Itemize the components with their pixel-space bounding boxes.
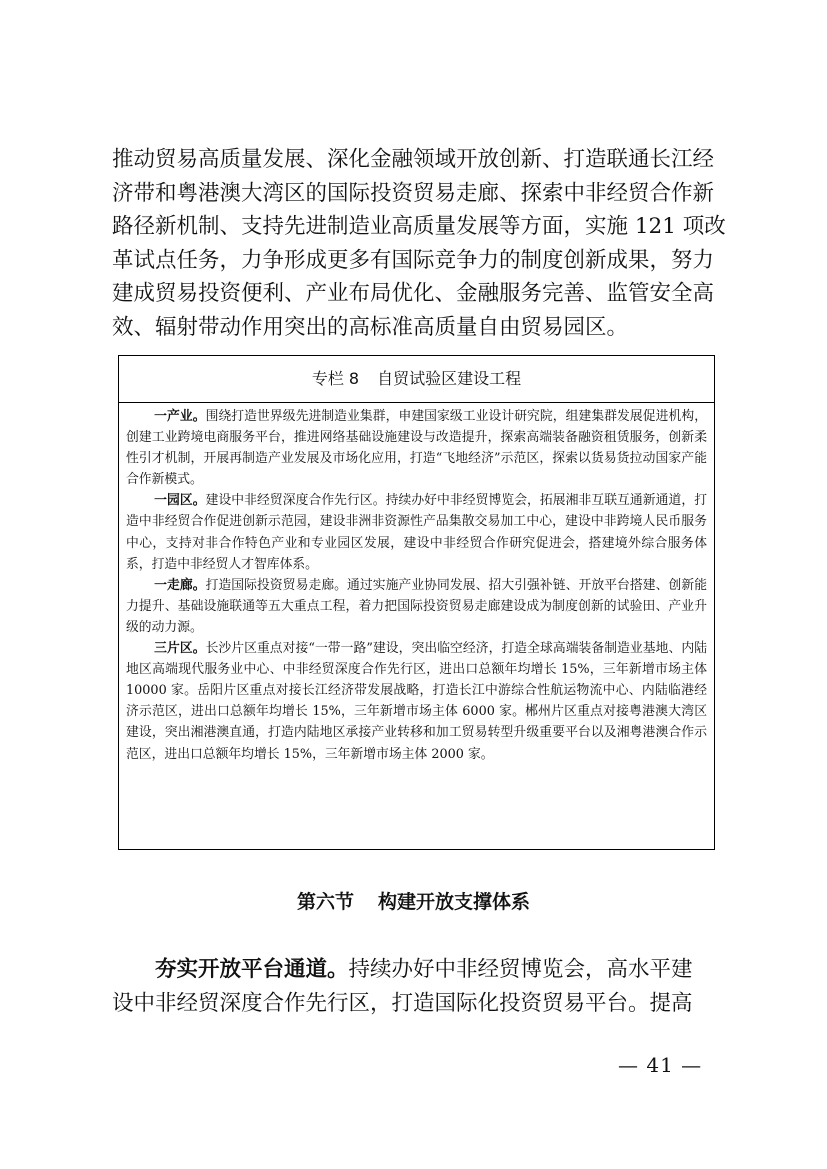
box-paragraph-text: 围绕打造世界级先进制造业集群，申建国家级工业设计研究院，组建集群发展促进机构，创建工业跨境电商服务平台，推进网络基础设施建设与改造提升，探索高端装备融资租赁服务，创新柔性引才机制，开展再制造产业发展及市场化应用，打造“飞地经济”示范区，探索以货易货拉动国家产能合作新模式。: [126, 409, 708, 488]
intro-line: 推动贸易高质量发展、深化金融领域开放创新、打造联通长江经: [112, 147, 715, 172]
box-paragraph-park: [126, 490, 707, 574]
box-paragraph-lead: 一走廊。: [154, 577, 206, 593]
box-label: 专栏 8: [311, 369, 360, 388]
box-paragraph-corridor: [126, 575, 707, 638]
box-paragraph-three-zones: [126, 638, 707, 765]
column-box: [118, 355, 715, 850]
intro-line: 路径新机制、支持先进制造业高质量发展等方面，实施 121 项改: [112, 214, 726, 239]
intro-line: 革试点任务，力争形成更多有国际竞争力的制度创新成果，努力: [112, 247, 715, 273]
closing-line: 设中非经贸深度合作先行区，打造国际化投资贸易平台。提高: [112, 990, 693, 1016]
closing-lead: 夯实开放平台通道。: [155, 957, 349, 982]
section-number: 第六节: [296, 891, 354, 913]
closing-line-text: 持续办好中非经贸博览会，高水平建: [348, 957, 693, 982]
box-title: 自贸试验区建设工程: [377, 369, 522, 388]
box-paragraph-lead: 一园区。: [154, 493, 206, 509]
box-paragraph-lead: 三片区。: [154, 641, 206, 657]
section-heading: [0, 887, 827, 914]
box-paragraph-lead: 一产业。: [154, 409, 206, 424]
closing-paragraph: [112, 953, 716, 1020]
box-paragraph-text: 打造国际投资贸易走廊。通过实施产业协同发展、招大引强补链、开放平台搭建、创新能力提升、基础设施联通等五大重点工程，着力把国际投资贸易走廊建设成为制度创新的试验田、产业升级的动力源。: [126, 577, 708, 635]
intro-line: 建成贸易投资便利、产业布局优化、金融服务完善、监管安全高: [112, 281, 715, 306]
box-body: [119, 403, 714, 765]
box-paragraph-text: 长沙片区重点对接“一带一路”建设，突出临空经济，打造全球高端装备制造业基地、内陆地区高端现代服务业中心、中非经贸深度合作先行区，进出口总额年均增长 15%，三年新增市场主体 10000 家。岳阳片区重点对接长江经济带发展战略，打造长江中游综合性航运物流中心、内陆临港经济示范区，进出口总额年均增长 15%，三年新增市场主体 6000 家。郴州片区重点对接粤港澳大湾区建设，突出湘港澳直通，打造内陆地区承接产业转移和加工贸易转型升级重要平台以及湘粤港澳合作示范区，进出口总额年均增长 15%，三年新增市场主体 2000 家。: [126, 641, 707, 762]
box-paragraph-industry: [126, 406, 707, 490]
section-title: 构建开放支撑体系: [378, 891, 531, 913]
closing-line: [112, 953, 716, 987]
box-paragraph-text: 建设中非经贸深度合作先行区。持续办好中非经贸博览会，拓展湘非互联互通新通道，打造中非经贸合作促进创新示范园，建设非洲非资源性产品集散交易加工中心，建设中非跨境人民币服务中心，支持对非合作特色产业和专业园区发展，建设中非经贸合作研究促进会，搭建境外综合服务体系，打造中非经贸人才智库体系。: [126, 493, 708, 572]
page-number: — 41 —: [618, 1053, 703, 1077]
intro-line: 济带和粤港澳大湾区的国际投资贸易走廊、探索中非经贸合作新: [112, 180, 715, 206]
intro-line: 效、辐射带动作用突出的高标准高质量自由贸易园区。: [112, 314, 629, 340]
intro-paragraph: [112, 143, 726, 344]
box-title-bar: [119, 356, 714, 403]
